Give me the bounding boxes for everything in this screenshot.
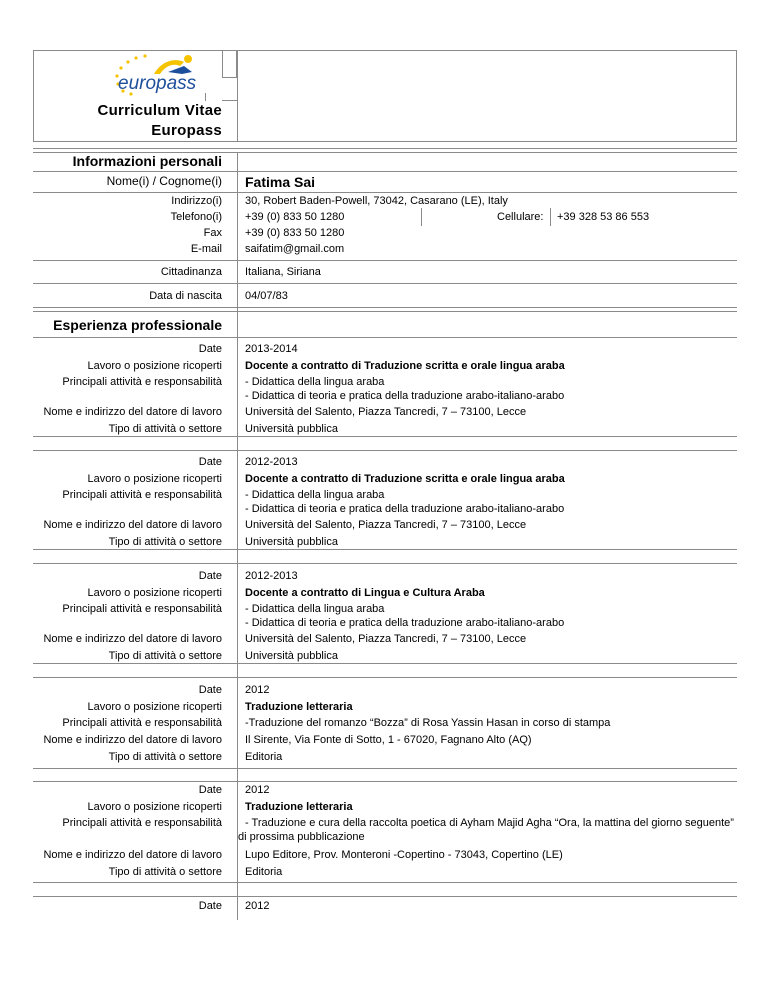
activities-label: Principali attività e responsabilità	[62, 603, 222, 615]
sector-value: Editoria	[245, 751, 283, 763]
date-label: Date	[198, 570, 222, 582]
position-label: Lavoro o posizione ricoperti	[87, 587, 222, 599]
separator	[33, 260, 737, 261]
employer-value: Università del Salento, Piazza Tancredi, 7 – 73100, Lecce	[245, 519, 527, 531]
email-value[interactable]: saifatim@gmail.com	[245, 243, 345, 255]
sector-label: Tipo di attività o settore	[108, 866, 222, 878]
separator	[33, 283, 737, 284]
date-label: Date	[198, 456, 222, 468]
activities-label: Principali attività e responsabilità	[62, 489, 222, 501]
sector-value: Università pubblica	[245, 536, 338, 548]
position-label: Lavoro o posizione ricoperti	[87, 801, 222, 813]
person-name: Fatima Sai	[245, 174, 316, 190]
separator	[33, 896, 737, 897]
europass-logo-text: europass	[118, 73, 197, 94]
employer-label: Nome e indirizzo del datore di lavoro	[43, 406, 222, 418]
name-label: Nome(i) / Cognome(i)	[106, 174, 222, 188]
birth-label: Data di nascita	[149, 290, 222, 302]
activities-line: - Didattica della lingua araba	[245, 603, 385, 615]
fax-value: +39 (0) 833 50 1280	[245, 227, 345, 239]
date-value: 2012-2013	[245, 456, 298, 468]
employer-value: Lupo Editore, Prov. Monteroni -Copertino - 73043, Copertino (LE)	[245, 849, 563, 861]
position-label: Lavoro o posizione ricoperti	[87, 360, 222, 372]
separator	[33, 549, 737, 550]
position-label: Lavoro o posizione ricoperti	[87, 701, 222, 713]
sector-value: Università pubblica	[245, 423, 338, 435]
header-divider	[237, 50, 238, 142]
activities-line: - Didattica della lingua araba	[245, 489, 385, 501]
activities-label: Principali attività e responsabilità	[62, 717, 222, 729]
employer-label: Nome e indirizzo del datore di lavoro	[43, 734, 222, 746]
activities-label: Principali attività e responsabilità	[62, 817, 222, 829]
mobile-value: +39 328 53 86 553	[557, 211, 650, 223]
separator	[33, 563, 737, 564]
mobile-divider	[550, 208, 551, 226]
separator	[33, 436, 737, 437]
activities-line: - Didattica della lingua araba	[245, 376, 385, 388]
separator	[33, 663, 737, 664]
date-label: Date	[198, 343, 222, 355]
separator	[33, 307, 737, 308]
activities-line: -Traduzione del romanzo “Bozza” di Rosa Yassin Hasan in corso di stampa	[245, 717, 611, 729]
header-corner-line	[222, 100, 237, 101]
activities-line: - Didattica di teoria e pratica della traduzione arabo-italiano-arabo	[245, 617, 565, 629]
phone-value: +39 (0) 833 50 1280	[245, 211, 345, 223]
phone-divider	[421, 208, 422, 226]
separator	[33, 192, 737, 193]
date-value: 2012	[245, 684, 270, 696]
section-title-experience: Esperienza professionale	[53, 317, 222, 333]
separator	[33, 171, 737, 172]
employer-label: Nome e indirizzo del datore di lavoro	[43, 849, 222, 861]
address-value: 30, Robert Baden-Powell, 73042, Casarano (LE), Italy	[245, 195, 508, 207]
citizenship-value: Italiana, Siriana	[245, 266, 321, 278]
activities-line: - Didattica di teoria e pratica della traduzione arabo-italiano-arabo	[245, 390, 565, 402]
date-value: 2012	[245, 784, 270, 796]
sector-label: Tipo di attività o settore	[108, 423, 222, 435]
position-label: Lavoro o posizione ricoperti	[87, 473, 222, 485]
separator	[33, 337, 737, 338]
sector-label: Tipo di attività o settore	[108, 536, 222, 548]
separator	[33, 677, 737, 678]
separator	[33, 781, 737, 782]
date-label: Date	[198, 684, 222, 696]
position-value: Docente a contratto di Traduzione scritta e orale lingua araba	[245, 473, 565, 485]
employer-label: Nome e indirizzo del datore di lavoro	[43, 633, 222, 645]
date-label: Date	[198, 784, 222, 796]
separator	[33, 450, 737, 451]
date-label: Date	[198, 900, 222, 912]
citizenship-label: Cittadinanza	[160, 266, 222, 278]
activities-line: - Traduzione e cura della raccolta poetica di Ayham Majid Agha “Ora, la mattina del giorno seguente”	[245, 817, 734, 829]
position-value: Docente a contratto di Lingua e Cultura Araba	[245, 587, 485, 599]
employer-value: Università del Salento, Piazza Tancredi, 7 – 73100, Lecce	[245, 633, 527, 645]
separator	[33, 882, 737, 883]
separator	[33, 311, 737, 312]
mobile-label: Cellulare:	[497, 211, 544, 223]
column-divider	[237, 152, 238, 920]
position-value: Docente a contratto di Traduzione scritta e orale lingua araba	[245, 360, 565, 372]
section-title-personal: Informazioni personali	[72, 153, 222, 169]
employer-value: Università del Salento, Piazza Tancredi, 7 – 73100, Lecce	[245, 406, 527, 418]
sector-value: Università pubblica	[245, 650, 338, 662]
position-value: Traduzione letteraria	[245, 801, 353, 813]
separator	[33, 768, 737, 769]
sector-value: Editoria	[245, 866, 283, 878]
employer-label: Nome e indirizzo del datore di lavoro	[43, 519, 222, 531]
phone-label: Telefono(i)	[170, 211, 222, 223]
position-value: Traduzione letteraria	[245, 701, 353, 713]
date-value: 2012	[245, 900, 270, 912]
date-value: 2012-2013	[245, 570, 298, 582]
sector-label: Tipo di attività o settore	[108, 751, 222, 763]
activities-line: - Didattica di teoria e pratica della traduzione arabo-italiano-arabo	[245, 503, 565, 515]
separator	[33, 148, 737, 149]
cv-title: Curriculum Vitae Europass	[97, 102, 222, 139]
activities-line: di prossima pubblicazione	[238, 831, 365, 843]
employer-value: Il Sirente, Via Fonte di Sotto, 1 - 67020, Fagnano Alto (AQ)	[245, 734, 532, 746]
activities-label: Principali attività e responsabilità	[62, 376, 222, 388]
birth-value: 04/07/83	[245, 290, 288, 302]
date-value: 2013-2014	[245, 343, 298, 355]
address-label: Indirizzo(i)	[171, 195, 222, 207]
email-label: E-mail	[190, 243, 222, 255]
fax-label: Fax	[203, 227, 222, 239]
sector-label: Tipo di attività o settore	[108, 650, 222, 662]
